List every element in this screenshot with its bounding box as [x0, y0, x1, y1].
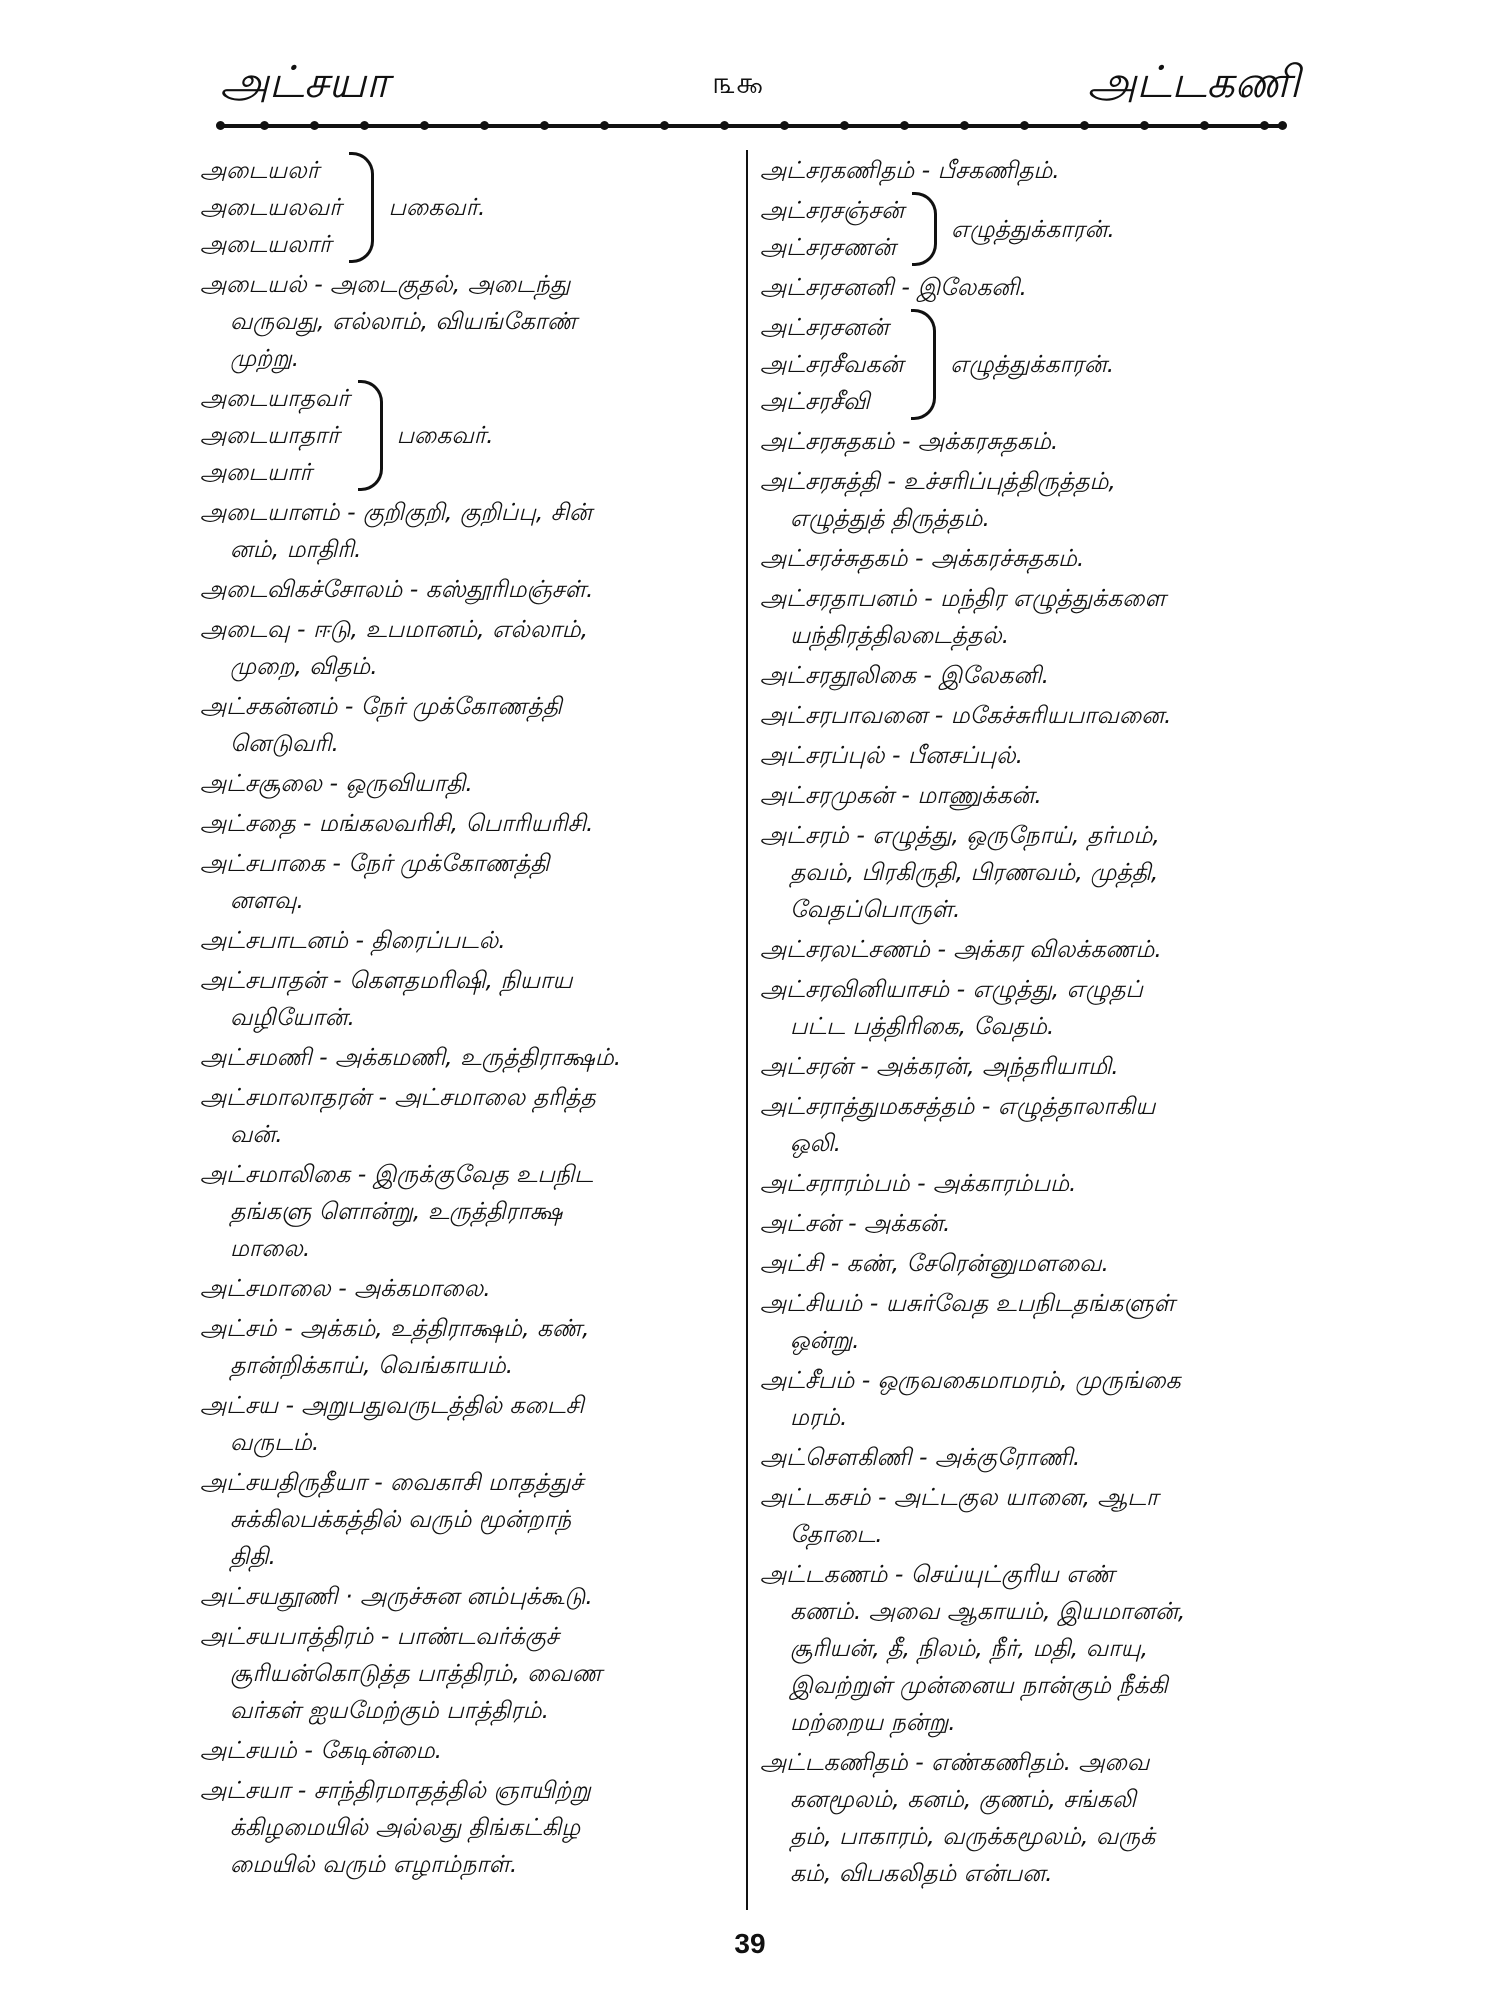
definition-continuation: னெடுவரி.: [230, 729, 339, 757]
entry-line: அட்சமாலாதரன் - அட்சமாலை தரித்த: [200, 1083, 596, 1111]
definition: அக்கம், உத்திராக்ஷம், கண்,: [300, 1314, 590, 1342]
entry-line: அட்சயதிருதீயா - வைகாசி மாதத்துச்: [200, 1468, 584, 1496]
definition: நேர் முக்கோணத்தி: [348, 849, 550, 877]
entry-line: அட்சசூலை - ஒருவியாதி.: [200, 769, 473, 797]
headword: அட்சரச்சுதகம்: [760, 544, 908, 572]
headword: அடையாதார்: [200, 421, 340, 449]
definition: பகைவர்.: [388, 193, 486, 221]
definition: கஸ்தூரிமஞ்சள்.: [425, 575, 594, 603]
definition: மகேச்சுரியபாவனை.: [950, 701, 1172, 729]
definition-continuation: ஒலி.: [790, 1129, 842, 1157]
definition: அக்காரம்பம்.: [933, 1169, 1077, 1197]
definition-continuation: வர்கள் ஐயமேற்கும் பாத்திரம்.: [230, 1696, 550, 1724]
headword: அட்சயா: [200, 1776, 291, 1804]
definition-continuation: தங்களு ளொன்று, உருத்திராக்ஷ: [230, 1197, 563, 1225]
dictionary-entry: [760, 580, 1305, 654]
headword: அட்சரதூலிகை: [760, 661, 916, 689]
definition: குறிகுறி, குறிப்பு, சின்: [363, 498, 592, 526]
dictionary-entry: [760, 777, 1305, 814]
dictionary-entry: [200, 1156, 735, 1267]
header-right-word: அட்டகணி: [1087, 56, 1300, 108]
dictionary-entry: [760, 931, 1305, 968]
entry-line: அட்சன் - அக்கன்.: [760, 1209, 951, 1237]
dictionary-entry: [200, 1079, 735, 1153]
dictionary-entry: [760, 971, 1305, 1045]
dictionary-entry: [760, 657, 1305, 694]
right-column: [760, 152, 1305, 1895]
definition-continuation: தம், பாகாரம், வருக்கமூலம், வருக்: [790, 1822, 1156, 1850]
definition-continuation: இவற்றுள் முன்னைய நான்கும் நீக்கி: [790, 1671, 1168, 1699]
definition: எண்கணிதம். அவை: [931, 1748, 1150, 1776]
headword: அட்சன்: [760, 1209, 841, 1237]
definition-continuation: வருவது, எல்லாம், வியங்கோண்: [230, 307, 577, 335]
entry-line: அட்சயம் - கேடின்மை.: [200, 1736, 443, 1764]
column-divider: [746, 150, 748, 1910]
headword: அடையார்: [200, 458, 312, 486]
entry-line: அட்சரச்சுதகம் - அக்கரச்சுதகம்.: [760, 544, 1085, 572]
definition: அக்கரன், அந்தரியாமி.: [876, 1052, 1119, 1080]
definition: மந்திர எழுத்துக்களை: [940, 584, 1166, 612]
definition: எழுத்தாலாகிய: [997, 1092, 1156, 1120]
entry-line: அடைவிகச்சோலம் - கஸ்தூரிமஞ்சள்.: [200, 575, 594, 603]
headword: அட்சரப்புல்: [760, 741, 885, 769]
brace-icon: [911, 309, 936, 420]
definition: கௌதமரிஷி, நியாய: [349, 966, 573, 994]
headword: அட்சரபாவனை: [760, 701, 928, 729]
headword: அட்சதை: [200, 809, 296, 837]
dictionary-entry: [200, 1270, 735, 1307]
definition: ஒருவகைமாமரம், முருங்கை: [877, 1366, 1181, 1394]
headword: அட்சீபம்: [760, 1366, 855, 1394]
dictionary-entry: [760, 540, 1305, 577]
definition: உச்சரிப்புத்திருத்தம்,: [903, 467, 1116, 495]
dictionary-entry: [760, 737, 1305, 774]
headword: அட்சரசுத்தி: [760, 467, 880, 495]
definition-continuation: ஒன்று.: [790, 1326, 860, 1354]
entry-line: அட்சரன் - அக்கரன், அந்தரியாமி.: [760, 1052, 1119, 1080]
definition-continuation: வேதப்பொருள்.: [790, 895, 961, 923]
brace-icon: [358, 380, 383, 491]
dictionary-entry: [200, 1618, 735, 1729]
entry-line: அட்சரலட்சணம் - அக்கர விலக்கணம்.: [760, 935, 1162, 963]
definition: சாந்திரமாதத்தில் ஞாயிற்று: [313, 1776, 591, 1804]
dictionary-entry: [760, 423, 1305, 460]
headword: அட்சரசீவகன்: [760, 350, 904, 378]
brace-icon: [349, 152, 374, 263]
definition: கண், சேரென்னுமளவை.: [846, 1249, 1110, 1277]
definition-continuation: சூரியன், தீ, நிலம், நீர், மதி, வாயு,: [790, 1634, 1149, 1662]
definition: எழுத்துக்காரன்.: [951, 214, 1115, 243]
entry-line: அட்சியம் - யசுர்வேத உபநிடதங்களுள்: [760, 1289, 1175, 1317]
entry-line: அட்சௌகிணி - அக்குரோணி.: [760, 1443, 1081, 1471]
definition: எழுத்து, எழுதப்: [972, 975, 1143, 1003]
dictionary-entry: [200, 1732, 735, 1769]
headword: அட்சரசீவி: [760, 387, 870, 415]
definition: நேர் முக்கோணத்தி: [360, 692, 562, 720]
headword: அட்சராத்துமகசத்தம்: [760, 1092, 975, 1120]
entry-line: அட்சய - அறுபதுவருடத்தில் கடைசி: [200, 1391, 584, 1419]
definition: அடைகுதல், அடைந்து: [330, 270, 571, 298]
dictionary-entry: [760, 1205, 1305, 1242]
dictionary-entry: [200, 922, 735, 959]
dictionary-entry: [200, 494, 735, 568]
definition: அக்கரசுதகம்.: [917, 427, 1059, 455]
entry-line: அட்சயா - சாந்திரமாதத்தில் ஞாயிற்று: [200, 1776, 591, 1804]
entry-line: அட்சராத்துமகசத்தம் - எழுத்தாலாகிய: [760, 1092, 1156, 1120]
entry-line: அட்டகணம் - செய்யுட்குரிய எண்: [760, 1560, 1115, 1588]
definition-continuation: தவம், பிரகிருதி, பிரணவம், முத்தி,: [790, 858, 1159, 886]
headword: அடையலார்: [200, 230, 332, 258]
definition-continuation: தான்றிக்காய், வெங்காயம்.: [230, 1351, 514, 1379]
definition-continuation: திதி.: [230, 1542, 276, 1570]
dictionary-entry: [760, 1744, 1305, 1892]
entry-line: அட்சபாடனம் - திரைப்படல்.: [200, 926, 506, 954]
headword: அட்சரன்: [760, 1052, 853, 1080]
definition: மங்கலவரிசி, பொரியரிசி.: [318, 809, 594, 837]
definition-continuation: முற்று.: [230, 344, 300, 372]
entry-line: அட்சகன்னம் - நேர் முக்கோணத்தி: [200, 692, 562, 720]
entry-line: அட்சபாகை - நேர் முக்கோணத்தி: [200, 849, 550, 877]
definition-continuation: னளவு.: [230, 886, 304, 914]
entry-line: அட்சரதூலிகை - இலேகனி.: [760, 661, 1050, 689]
definition: இருக்குவேத உபநிட: [373, 1160, 593, 1188]
headword: அட்சரலட்சணம்: [760, 935, 931, 963]
headword: அட்சபாதன்: [200, 966, 326, 994]
definition-continuation: கம், விபகலிதம் என்பன.: [790, 1859, 1053, 1887]
definition: அக்கர விலக்கணம்.: [953, 935, 1162, 963]
entry-group: [760, 309, 1305, 420]
headword: அட்சயதிருதீயா: [200, 1468, 367, 1496]
entry-line: அட்சரகணிதம் - பீசகணிதம்.: [760, 156, 1060, 184]
headword: அடையலர்: [200, 156, 319, 184]
entry-line: அட்சி - கண், சேரென்னுமளவை.: [760, 1249, 1110, 1277]
dictionary-entry: [760, 269, 1305, 306]
headword: அட்டகணம்: [760, 1560, 888, 1588]
definition: யசுர்வேத உபநிடதங்களுள்: [885, 1289, 1175, 1317]
definition-continuation: மற்றைய நன்று.: [790, 1708, 956, 1736]
entry-line: அட்சமாலை - அக்கமாலை.: [200, 1274, 491, 1302]
definition: அக்கன்.: [864, 1209, 951, 1237]
dictionary-entry: [760, 1362, 1305, 1436]
headword: அடைவிகச்சோலம்: [200, 575, 403, 603]
dictionary-entry: [200, 805, 735, 842]
entry-line: அட்டகணிதம் - எண்கணிதம். அவை: [760, 1748, 1150, 1776]
dictionary-entry: [760, 1556, 1305, 1741]
dictionary-entry: [760, 1285, 1305, 1359]
dictionary-entry: [760, 1088, 1305, 1162]
dictionary-entry: [760, 1439, 1305, 1476]
headword: அட்சம்: [200, 1314, 277, 1342]
definition-continuation: சூரியன்கொடுத்த பாத்திரம், வைண: [230, 1659, 602, 1687]
headword: அட்சரசுதகம்: [760, 427, 895, 455]
headword: அட்சயபாத்திரம்: [200, 1622, 374, 1650]
dictionary-entry: [200, 688, 735, 762]
definition: ஈடு, உபமானம், எல்லாம்,: [312, 615, 589, 643]
entry-line: அட்சரபாவனை - மகேச்சுரியபாவனை.: [760, 701, 1172, 729]
definition-continuation: க்கிழமையில் அல்லது திங்கட்கிழ: [230, 1813, 581, 1841]
definition-continuation: யந்திரத்திலடைத்தல்.: [790, 621, 1010, 649]
headword: அட்சரசணன்: [760, 233, 896, 261]
entry-line: அட்சமணி - அக்கமணி, உருத்திராக்ஷம்.: [200, 1043, 622, 1071]
headword: அடையலவர்: [200, 193, 342, 221]
definition-continuation: வழியோன்.: [230, 1003, 355, 1031]
definition: அருச்சுன னம்புக்கூடு.: [360, 1582, 593, 1610]
definition: அக்கமணி, உருத்திராக்ஷம்.: [335, 1043, 622, 1071]
headword: அட்சரமுகன்: [760, 781, 894, 809]
headword: அட்சரசஞ்சன்: [760, 196, 905, 224]
entry-line: அட்சபாதன் - கௌதமரிஷி, நியாய: [200, 966, 573, 994]
entry-group: [200, 380, 735, 491]
definition: ஒருவியாதி.: [345, 769, 473, 797]
headword: அடைவு: [200, 615, 290, 643]
entry-line: அட்சரவினியாசம் - எழுத்து, எழுதப்: [760, 975, 1143, 1003]
headword: அட்சகன்னம்: [200, 692, 338, 720]
definition-continuation: தோடை.: [790, 1520, 883, 1548]
entry-line: அட்சம் - அக்கம், உத்திராக்ஷம், கண்,: [200, 1314, 590, 1342]
definition-continuation: மரம்.: [790, 1403, 848, 1431]
dictionary-entry: [200, 845, 735, 919]
definition-continuation: வருடம்.: [230, 1428, 320, 1456]
dictionary-entry: [200, 1772, 735, 1883]
header-page-numeral: ௩௯: [712, 65, 764, 101]
entry-line: அட்சரசுத்தி - உச்சரிப்புத்திருத்தம்,: [760, 467, 1116, 495]
definition-continuation: எழுத்துத் திருத்தம்.: [790, 504, 990, 532]
header-rule: [220, 124, 1280, 128]
headword: அட்சரசனன்: [760, 313, 889, 341]
dictionary-entry: [200, 1310, 735, 1384]
entry-group-headwords: [200, 152, 341, 263]
entry-line: அட்சரதாபனம் - மந்திர எழுத்துக்களை: [760, 584, 1166, 612]
definition: எழுத்து, ஒருநோய், தர்மம்,: [872, 821, 1160, 849]
dictionary-entry: [200, 765, 735, 802]
definition: திரைப்படல்.: [371, 926, 506, 954]
brace-icon: [912, 192, 937, 266]
headword: அடையாதவர்: [200, 384, 350, 412]
definition-continuation: கனமூலம், கனம், குணம், சங்கலி: [790, 1785, 1136, 1813]
dictionary-entry: [200, 1387, 735, 1461]
headword: அட்சமாலை: [200, 1274, 331, 1302]
definition: இலேகனி.: [939, 661, 1050, 689]
entry-line: அட்சயதூணி · அருச்சுன னம்புக்கூடு.: [200, 1582, 593, 1610]
definition-continuation: கணம். அவை ஆகாயம், இயமானன்,: [790, 1597, 1186, 1625]
dictionary-entry: [760, 817, 1305, 928]
entry-line: அட்சதை - மங்கலவரிசி, பொரியரிசி.: [200, 809, 594, 837]
entry-line: அட்சமாலிகை - இருக்குவேத உபநிட: [200, 1160, 593, 1188]
entry-line: அட்சரமுகன் - மாணுக்கன்.: [760, 781, 1042, 809]
entry-group: [760, 192, 1305, 266]
dictionary-entry: [200, 1578, 735, 1615]
headword: அட்சமாலிகை: [200, 1160, 351, 1188]
definition: அறுபதுவருடத்தில் கடைசி: [301, 1391, 584, 1419]
headword: அட்சமணி: [200, 1043, 312, 1071]
definition-continuation: மையில் வரும் எழாம்நாள்.: [230, 1850, 518, 1878]
dictionary-entry: [760, 1048, 1305, 1085]
definition: கேடின்மை.: [320, 1736, 443, 1764]
definition: பகைவர்.: [396, 421, 494, 449]
headword: அட்சசூலை: [200, 769, 323, 797]
entry-line: அட்சரசனனி - இலேகனி.: [760, 273, 1027, 301]
definition: அக்குரோணி.: [934, 1443, 1081, 1471]
definition: எழுத்துக்காரன்.: [950, 350, 1115, 378]
headword: அட்சமாலாதரன்: [200, 1083, 372, 1111]
definition-continuation: சுக்கிலபக்கத்தில் வரும் மூன்றாந்: [230, 1505, 572, 1533]
headword: அட்சயம்: [200, 1736, 297, 1764]
definition: அக்கமாலை.: [354, 1274, 491, 1302]
headword: அட்சபாகை: [200, 849, 325, 877]
headword: அட்சி: [760, 1249, 824, 1277]
dictionary-entry: [200, 962, 735, 1036]
headword: அட்சயதூணி: [200, 1582, 338, 1610]
dictionary-entry: [200, 1464, 735, 1575]
left-column: [200, 152, 735, 1886]
headword: அடையாளம்: [200, 498, 340, 526]
entry-group: [200, 152, 735, 263]
definition-continuation: முறை, விதம்.: [230, 652, 378, 680]
definition: பீனசப்புல்.: [907, 741, 1024, 769]
entry-line: அட்சரசுதகம் - அக்கரசுதகம்.: [760, 427, 1059, 455]
entry-group-headwords: [200, 380, 350, 491]
running-header: [220, 55, 1300, 115]
definition-continuation: பட்ட பத்திரிகை, வேதம்.: [790, 1012, 1055, 1040]
headword: அட்சரகணிதம்: [760, 156, 915, 184]
entry-line: அட்சயபாத்திரம் - பாண்டவர்க்குச்: [200, 1622, 559, 1650]
headword: அட்சரவினியாசம்: [760, 975, 950, 1003]
page-number: 39: [734, 1928, 766, 1959]
headword: அட்சய: [200, 1391, 278, 1419]
entry-line: அட்சரப்புல் - பீனசப்புல்.: [760, 741, 1024, 769]
dictionary-entry: [760, 463, 1305, 537]
definition: வைகாசி மாதத்துச்: [390, 1468, 584, 1496]
headword: அட்சௌகிணி: [760, 1443, 912, 1471]
dictionary-entry: [200, 571, 735, 608]
headword: அட்சியம்: [760, 1289, 863, 1317]
dictionary-entry: [760, 1479, 1305, 1553]
entry-group-headwords: [760, 192, 904, 266]
definition: அட்சமாலை தரித்த: [394, 1083, 596, 1111]
definition: செய்யுட்குரிய எண்: [910, 1560, 1115, 1588]
entry-line: அட்சீபம் - ஒருவகைமாமரம், முருங்கை: [760, 1366, 1181, 1394]
definition: அட்டகுல யானை, ஆடா: [893, 1483, 1159, 1511]
entry-line: அட்சராரம்பம் - அக்காரம்பம்.: [760, 1169, 1077, 1197]
definition: பாண்டவர்க்குச்: [396, 1622, 559, 1650]
headword: அட்டகசம்: [760, 1483, 871, 1511]
dictionary-entry: [200, 266, 735, 377]
dictionary-entry: [760, 1165, 1305, 1202]
entry-line: அட்சரம் - எழுத்து, ஒருநோய், தர்மம்,: [760, 821, 1160, 849]
definition: மாணுக்கன்.: [917, 781, 1042, 809]
dictionary-entry: [760, 697, 1305, 734]
dictionary-entry: [760, 152, 1305, 189]
headword: அட்சரதாபனம்: [760, 584, 917, 612]
definition: பீசகணிதம்.: [937, 156, 1060, 184]
entry-line: அடைவு - ஈடு, உபமானம், எல்லாம்,: [200, 615, 589, 643]
definition-continuation: னம், மாதிரி.: [230, 535, 362, 563]
definition-continuation: வன்.: [230, 1120, 283, 1148]
dictionary-entry: [200, 611, 735, 685]
headword: அடையல்: [200, 270, 307, 298]
headword: அட்சராரம்பம்: [760, 1169, 910, 1197]
entry-line: அடையாளம் - குறிகுறி, குறிப்பு, சின்: [200, 498, 592, 526]
entry-line: அட்டகசம் - அட்டகுல யானை, ஆடா: [760, 1483, 1159, 1511]
header-left-word: அட்சயா: [220, 56, 389, 108]
headword: அட்டகணிதம்: [760, 1748, 908, 1776]
headword: அட்சபாடனம்: [200, 926, 348, 954]
dictionary-entry: [760, 1245, 1305, 1282]
definition: இலேகனி.: [917, 273, 1027, 301]
entry-line: அடையல் - அடைகுதல், அடைந்து: [200, 270, 571, 298]
definition: அக்கரச்சுதகம்.: [931, 544, 1085, 572]
dictionary-entry: [200, 1039, 735, 1076]
definition-continuation: மாலை.: [230, 1234, 311, 1262]
headword: அட்சரம்: [760, 821, 849, 849]
entry-group-headwords: [760, 309, 903, 420]
headword: அட்சரசனனி: [760, 273, 894, 301]
